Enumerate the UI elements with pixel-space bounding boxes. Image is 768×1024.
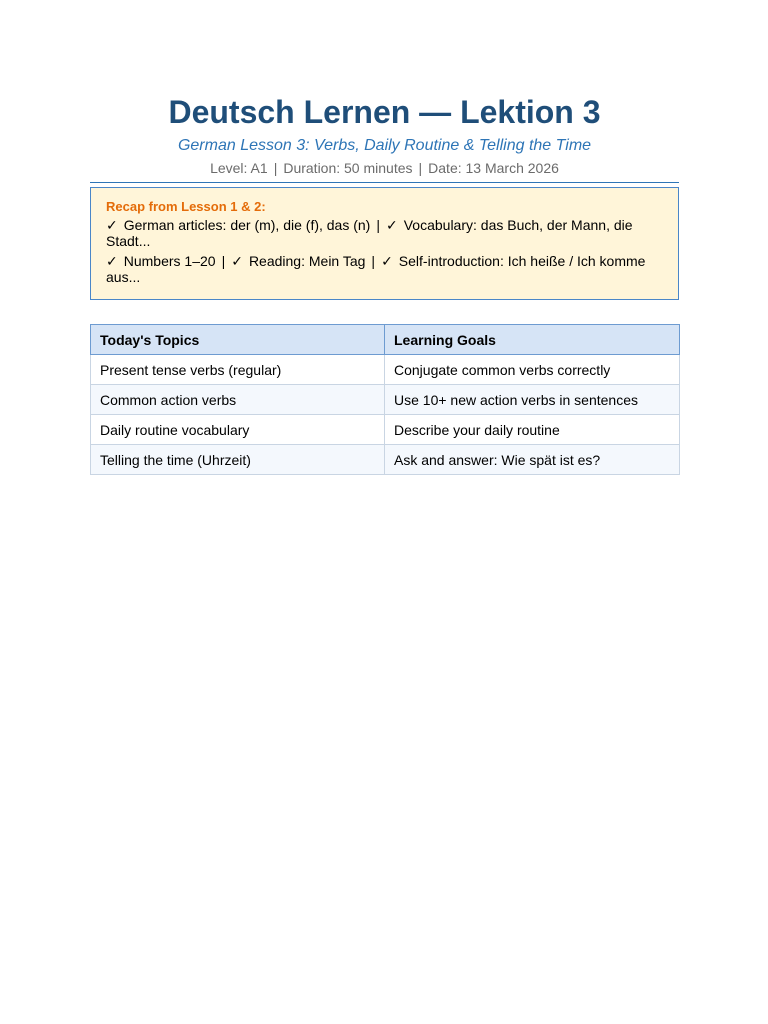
table-row	[91, 445, 680, 475]
goal-cell: Conjugate common verbs correctly	[385, 355, 680, 385]
meta-separator: |	[273, 160, 278, 176]
meta-date: Date: 13 March 2026	[428, 160, 559, 176]
meta-duration: Duration: 50 minutes	[283, 160, 413, 176]
recap-separator: |	[376, 217, 380, 233]
check-icon: ✓	[381, 253, 393, 269]
meta-separator: |	[418, 160, 423, 176]
check-icon: ✓	[386, 217, 398, 233]
recap-separator: |	[371, 253, 376, 269]
page-subtitle: German Lesson 3: Verbs, Daily Routine & Telling the Time	[177, 137, 592, 154]
recap-item: Numbers 1–20	[123, 253, 216, 269]
recap-item: Vocabulary: das Buch, der Mann, die Stadt...	[106, 217, 633, 249]
goal-cell: Ask and answer: Wie spät ist es?	[385, 445, 680, 475]
table-row	[91, 355, 680, 385]
header-topics: Today's Topics	[91, 325, 385, 355]
table-row	[91, 385, 680, 415]
topic-cell: Telling the time (Uhrzeit)	[91, 445, 385, 475]
meta-level: Level: A1	[210, 160, 268, 176]
check-icon: ✓	[106, 253, 118, 269]
recap-line	[106, 253, 664, 285]
topics-goals-table	[90, 324, 680, 475]
recap-line	[106, 217, 664, 249]
check-icon: ✓	[231, 253, 243, 269]
recap-item: Self-introduction: Ich heiße / Ich komme aus...	[106, 253, 646, 285]
table-row	[91, 415, 680, 445]
recap-item: Reading: Mein Tag	[248, 253, 366, 269]
recap-separator: |	[221, 253, 226, 269]
goal-cell: Use 10+ new action verbs in sentences	[385, 385, 680, 415]
topic-cell: Present tense verbs (regular)	[91, 355, 385, 385]
header-divider	[90, 182, 679, 183]
topic-cell: Common action verbs	[91, 385, 385, 415]
page-title: Deutsch Lernen — Lektion 3	[168, 94, 601, 130]
recap-item: German articles: der (m), die (f), das (n)	[123, 217, 371, 233]
recap-box	[90, 187, 679, 300]
header-goals: Learning Goals	[385, 325, 680, 355]
check-icon: ✓	[106, 217, 118, 233]
table-header-row	[91, 325, 680, 355]
goal-cell: Describe your daily routine	[385, 415, 680, 445]
lesson-meta	[90, 159, 679, 177]
topic-cell: Daily routine vocabulary	[91, 415, 385, 445]
recap-title: Recap from Lesson 1 & 2:	[106, 199, 266, 214]
